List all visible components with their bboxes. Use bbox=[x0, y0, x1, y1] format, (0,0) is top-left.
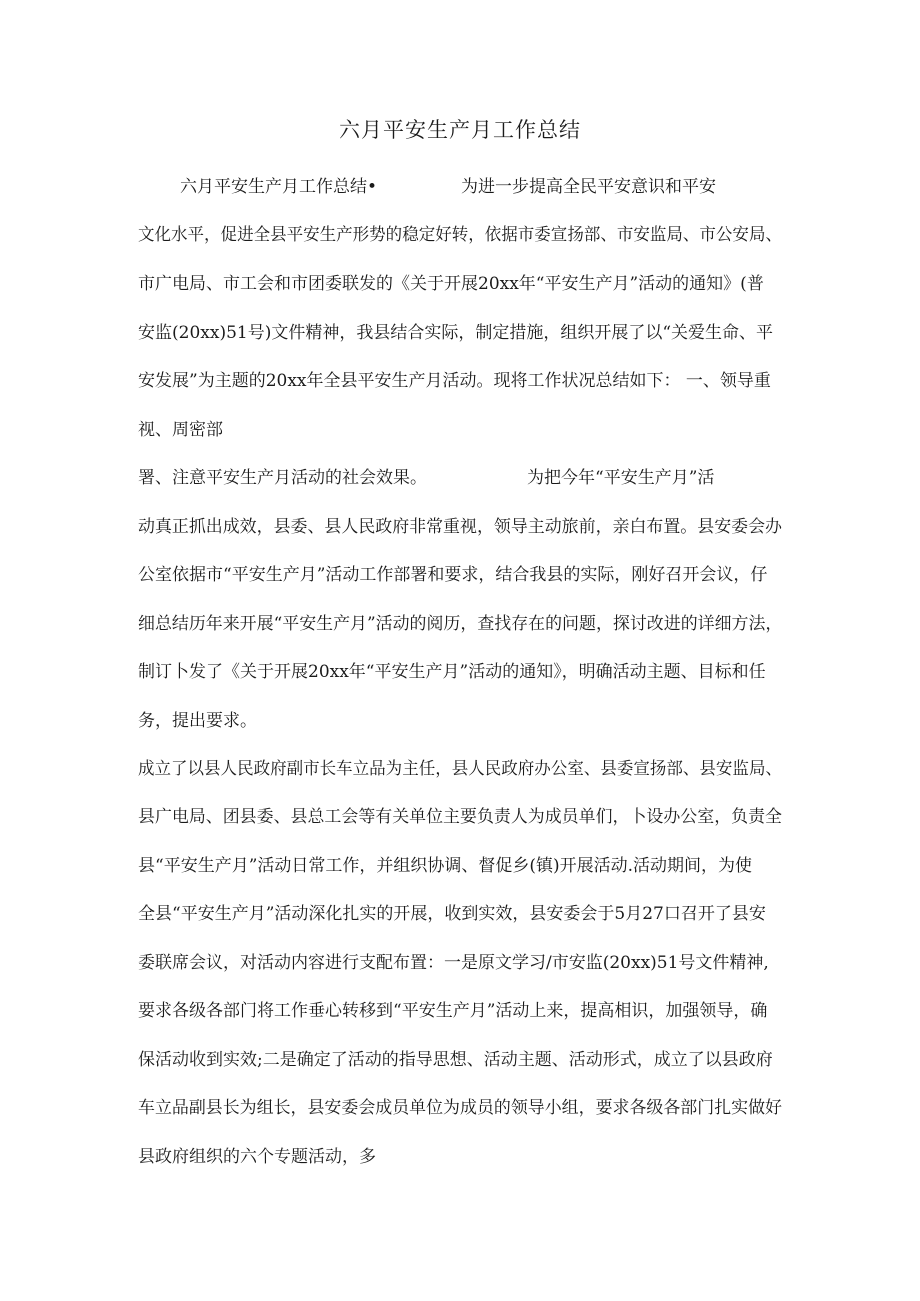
line-segment: 署、注意平安生产月活动的社会效果。 bbox=[138, 468, 427, 488]
paragraph-line: 车立品副县长为组长，县安委会成员单位为成员的领导小组，要求各级各部门扎实做好 bbox=[138, 1098, 782, 1118]
paragraph-line: 安监(20xx)51号)文件精神，我县结合实际，制定措施，组织开展了以“关爱生命、平 bbox=[138, 323, 774, 343]
paragraph-line: 县广电局、团县委、县总工会等有关单位主要负责人为成员单们，卜设办公室，负责全 bbox=[138, 807, 782, 827]
paragraph-line: 务，提出要求。 bbox=[138, 711, 257, 731]
paragraph-line: 全县“平安生产月”活动深化扎实的开展，收到实效，县安委会于5月27口召开了县安 bbox=[138, 904, 766, 924]
paragraph-line: 市广电局、市工会和市团委联发的《关于开展20xx年“平安生产月”活动的通知》(普 bbox=[138, 274, 764, 294]
paragraph-line: 动真正抓出成效，县委、县人民政府非常重视，领导主动旅前，亲白布置。县安委会办 bbox=[138, 517, 782, 537]
line-segment: 为进一步提高全民平安意识和平安 bbox=[461, 177, 716, 197]
paragraph-line: 要求各级各部门将工作垂心转移到“平安生产月”活动上来，提高相识，加强领导，确 bbox=[138, 1001, 768, 1021]
paragraph-line: 县政府组织的六个专题活动，多 bbox=[138, 1147, 376, 1167]
paragraph-line: 安发展”为主题的20xx年全县平安生产月活动。现将工作状况总结如下： 一、领导重 bbox=[138, 371, 771, 391]
document-title: 六月平安生产月工作总结 bbox=[339, 118, 581, 142]
line-segment: 六月平安生产月工作总结• bbox=[180, 177, 378, 197]
paragraph-line: 视、周密部 bbox=[138, 420, 223, 440]
paragraph-line: 文化水平，促进全县平安生产形势的稳定好转，依据市委宣扬部、市安监局、市公安局、 bbox=[138, 225, 782, 245]
paragraph-line: 委联席会议，对活动内容进行支配布置：一是原文学习/市安监(20xx)51号文件精神, bbox=[138, 953, 769, 973]
paragraph-line: 成立了以县人民政府副市长车立品为主任，县人民政府办公室、县委宣扬部、县安监局、 bbox=[138, 759, 782, 779]
paragraph-line: 县“平安生产月”活动日常工作，并组织协调、督促乡(镇)开展活动.活动期间，为使 bbox=[138, 856, 753, 876]
paragraph-line: 保活动收到实效;二是确定了活动的指导思想、活动主题、活动形式，成立了以县政府 bbox=[138, 1050, 773, 1070]
paragraph-line: 公室依据市“平安生产月”活动工作部署和要求，结合我县的实际，刚好召开会议，仔 bbox=[138, 565, 768, 585]
paragraph-line: 细总结历年来开展“平安生产月”活动的阅历，查找存在的问题，探讨改进的详细方法， bbox=[138, 614, 783, 634]
line-segment: 为把今年“平安生产月”活 bbox=[527, 468, 715, 488]
paragraph-line: 制订卜发了《关于开展20xx年“平安生产月”活动的通知》，明确活动主题、目标和任 bbox=[138, 662, 766, 682]
